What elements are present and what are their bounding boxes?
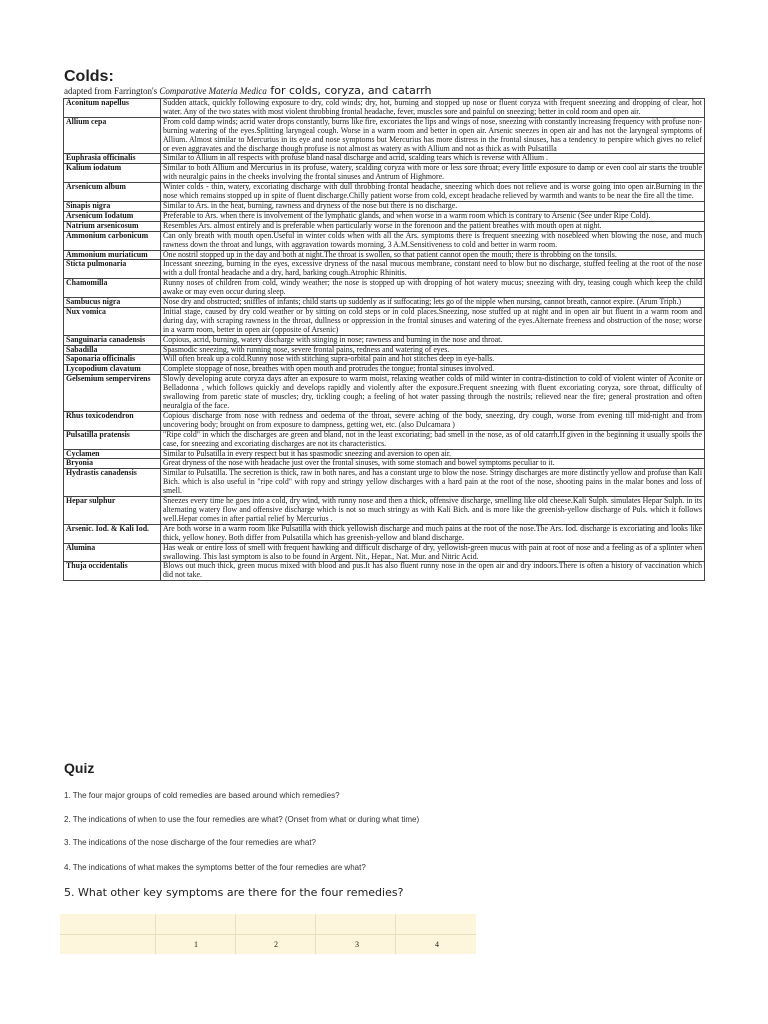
- remedy-description: Spasmodic sneezing, with running nose, severe frontal pains, redness and watering of eyes.: [161, 345, 705, 355]
- remedy-row: [64, 298, 705, 308]
- remedy-name: Sticta pulmonaria: [64, 260, 161, 279]
- quiz-question-2: 2. The indications of when to use the four remedies are what? (Onset from what or during what time): [64, 815, 420, 824]
- remedy-description: "Ripe cold" in which the discharges are green and bland, not in the least excoriating; bad smell in the nose, as of old catarrh.If given in the beginning it usually spoils the case, for sneezing and excoriating discharges are not its characteristics.: [161, 430, 705, 449]
- remedy-row: [64, 335, 705, 345]
- remedy-name: Saponaria officinalis: [64, 355, 161, 365]
- remedy-row: [64, 279, 705, 298]
- remedy-row: [64, 260, 705, 279]
- remedy-description: Has weak or entire loss of smell with frequent hawking and difficult discharge of dry, yellowish-green mucus with pain at root of nose and a feeling as of a splinter when swallowing. This last symptom is also to be found in Argent. Nit., Hepar., Nat. Mur. and Nitric Acid.: [161, 543, 705, 562]
- answer-grid-cell: [60, 934, 156, 954]
- remedy-name: Ammonium carbonicum: [64, 231, 161, 250]
- page-title: Colds:: [64, 68, 114, 85]
- subtitle-suffix: for colds, coryza, and catarrh: [266, 84, 432, 97]
- remedy-row: [64, 345, 705, 355]
- remedy-row: [64, 183, 705, 202]
- remedy-row: [64, 307, 705, 335]
- remedy-row: [64, 497, 705, 525]
- remedy-description: Complete stoppage of nose, breathes with open mouth and protrudes the tongue; frontal sinuses involved.: [161, 365, 705, 375]
- remedy-row: [64, 411, 705, 430]
- remedy-description: Will often break up a cold.Runny nose with stitching supra-orbital pain and hot stitches deep in eye-balls.: [161, 355, 705, 365]
- remedy-row: [64, 469, 705, 497]
- quiz-title: Quiz: [64, 760, 95, 776]
- remedy-row: [64, 154, 705, 164]
- answer-column-3: 3: [355, 940, 359, 949]
- remedy-description: Similar to Ars. in the heat, burning, rawness and dryness of the nose but there is no discharge.: [161, 201, 705, 211]
- remedy-name: Pulsatilla pratensis: [64, 430, 161, 449]
- remedy-name: Arsenic. Iod. & Kali Iod.: [64, 524, 161, 543]
- remedy-name: Gelsemium sempervirens: [64, 375, 161, 412]
- remedy-description: Sneezes every time he goes into a cold, dry wind, with runny nose and then a thick, offensive discharge, smelling like old cheese.Kali Sulph. simulates Hepar Sulph. in its alternating watery flow and offensive discharge which is not so much stringy as with Kali Bich. and is more like the greenish-yellow discharge of Puls. which it follows well.Hepar comes in after partial relief by Mercurius .: [161, 497, 705, 525]
- remedy-row: [64, 449, 705, 459]
- remedy-description: Nose dry and obstructed; sniffles of infants; child starts up suddenly as if suffocating; lets go of the nipple when nursing, cannot breath, cannot expire. (Arum Triph.): [161, 298, 705, 308]
- quiz-question-3: 3. The indications of the nose discharge of the four remedies are what?: [64, 838, 317, 847]
- answer-grid-cell: [316, 914, 396, 934]
- remedy-description: Similar to Pulsatilla. The secretion is thick, raw in both nares, and has a constant urge to blow the nose. Stringy discharges are more distinctly yellow and profuse than Kali Bich. which is also useful in "ripe cold" with ropy and stringy yellow discharges with a hard pain at the root of the nose, shooting pains in the malar bones and loss of smell.: [161, 469, 705, 497]
- remedy-description: Winter colds - thin, watery, excoriating discharge with dull throbbing frontal headache, sneezing which does not relieve and is worse going into open air.Burning in the nose which remains stopped up in spite of fluent discharge.Chilly patient worse from cold, except headache relieved by warmth and wants to be near the fire all the time.: [161, 183, 705, 202]
- answer-grid-row: [60, 914, 476, 935]
- answer-column-4: 4: [435, 940, 439, 949]
- remedy-description: From cold damp winds; acrid water drops constantly, burns like fire, excoriates the lips and wings of nose, sneezing with constantly increasing frequency with profuse non-burning watering of the eyes.Splitting laryngeal cough. Worse in a warm room and better in open air. Arsenic sneezes in open air and has not the laryngeal symptoms of Allium. Almost similar to Mercurius in its eye and nose symptoms but Mercurius has more distress in the frontal sinuses, has a tendency to perspire which gives no relief or even aggravates and the discharge though profuse is not almost as watery as with Allium and not as thick as with Pulsatilla: [161, 117, 705, 154]
- answer-grid-cell: [236, 914, 316, 934]
- remedy-description: Copious discharge from nose with redness and oedema of the throat, severe aching of the body, sneezing, dry cough, worse from evening till mid-night and from uncovering body; brought on from exposure to dampness, getting wet, etc. (also Dulcamara ): [161, 411, 705, 430]
- remedy-row: [64, 543, 705, 562]
- remedy-row: [64, 211, 705, 221]
- remedy-name: Rhus toxicodendron: [64, 411, 161, 430]
- remedy-name: Kalium iodatum: [64, 164, 161, 183]
- remedy-name: Hepar sulphur: [64, 497, 161, 525]
- remedy-description: Copious, acrid, burning, watery discharge with stinging in nose; rawness and burning in the nose and throat.: [161, 335, 705, 345]
- remedy-name: Ammonium muriaticum: [64, 250, 161, 260]
- remedy-description: Blows out much thick, green mucus mixed with blood and pus.It has also fluent runny nose in the open air and dry indoors.There is often a history of vaccination which did not take.: [161, 562, 705, 581]
- remedy-description: One nostril stopped up in the day and both at night.The throat is swollen, so that patient cannot open the mouth; there is throbbing on the tonsils.: [161, 250, 705, 260]
- quiz-question-1: 1. The four major groups of cold remedies are based around which remedies?: [64, 791, 340, 800]
- remedy-name: Hydrastis canadensis: [64, 469, 161, 497]
- remedies-table: [63, 98, 705, 581]
- remedy-description: Can only breath with mouth open.Useful in winter colds when with all the Ars. symptoms there is frequent sneezing with nosebleed when blowing the nose, and much rawness down the throat and lungs, with aggravation towards morning, 3 A.M.Sensitiveness to cold and better in warm room.: [161, 231, 705, 250]
- page-subtitle: [64, 84, 431, 97]
- remedy-row: [64, 524, 705, 543]
- remedy-name: Nux vomica: [64, 307, 161, 335]
- subtitle-prefix: adapted from Farrington's: [64, 86, 160, 96]
- remedy-row: [64, 375, 705, 412]
- remedy-name: Thuja occidentalis: [64, 562, 161, 581]
- remedy-description: Runny noses of children from cold, windy weather; the nose is stopped up with dropping of hot watery mucus; sneezing with dry, teasing cough which keep the child awake or may even occur during sleep.: [161, 279, 705, 298]
- remedy-name: Sambucus nigra: [64, 298, 161, 308]
- quiz-question-5: 5. What other key symptoms are there for the four remedies?: [64, 886, 404, 899]
- remedy-description: Great dryness of the nose with headache just over the frontal sinuses, with some stomach and bowel symptoms peculiar to it.: [161, 459, 705, 469]
- remedy-name: Natrium arsenicosum: [64, 221, 161, 231]
- remedy-row: [64, 99, 705, 118]
- answer-column-2: 2: [274, 940, 278, 949]
- remedy-description: Resembles Ars. almost entirely and is preferable when particularly worse in the forenoon and the patient breathes with mouth open at night.: [161, 221, 705, 231]
- remedy-row: [64, 430, 705, 449]
- remedy-name: Arsenicum album: [64, 183, 161, 202]
- remedy-row: [64, 221, 705, 231]
- quiz-question-4: 4. The indications of what makes the symptoms better of the four remedies are what?: [64, 863, 366, 872]
- remedy-description: Similar to both Allium and Mercurius in its profuse, watery, scalding coryza with more or less sore throat; every little exposure to damp or even cool air starts the trouble with neuralgic pains in the cheeks involving the frontal sinuses and Antrum of Highmore.: [161, 164, 705, 183]
- remedy-row: [64, 231, 705, 250]
- remedy-name: Lycopodium clavatum: [64, 365, 161, 375]
- remedy-description: Are both worse in a warm room like Pulsatilla with thick yellowish discharge and much pains at the root of the nose.The Ars. Iod. discharge is excoriating and looks like thick, yellow honey. Both differ from Pulsatilla which has greenish-yellow and bland discharge.: [161, 524, 705, 543]
- remedy-name: Sinapis nigra: [64, 201, 161, 211]
- remedy-row: [64, 562, 705, 581]
- remedy-name: Sanguinaria canadensis: [64, 335, 161, 345]
- answer-column-1: 1: [194, 940, 198, 949]
- remedy-name: Aconitum napellus: [64, 99, 161, 118]
- answer-grid: [60, 914, 476, 954]
- remedy-row: [64, 365, 705, 375]
- remedy-name: Allium cepa: [64, 117, 161, 154]
- remedy-description: Incessant sneezing, burning in the eyes, excessive dryness of the nasal mucous membrane, constant need to blow but no discharge, stuffed feeling at the root of the nose with a dull frontal headache and a dry, hard, barking cough.Atrophic Rhinitis.: [161, 260, 705, 279]
- remedy-name: Cyclamen: [64, 449, 161, 459]
- remedy-description: Similar to Pulsatilla in every respect but it has spasmodic sneezing and aversion to open air.: [161, 449, 705, 459]
- remedy-row: [64, 355, 705, 365]
- remedy-row: [64, 201, 705, 211]
- remedy-description: Initial stage, caused by dry cold weather or by sitting on cold steps or in cold places.Sneezing, nose stuffed up at night and in open air but fluent in a warm room and during day, with scraping rawness in the throat, dullness or oppression in the frontal sinuses and watering of the eyes.Alternate freeness and obstruction of the nose; worse in a warm room, better in open air (opposite of Arsenic): [161, 307, 705, 335]
- remedy-name: Chamomilla: [64, 279, 161, 298]
- remedy-row: [64, 117, 705, 154]
- remedy-name: Arsenicum Iodatum: [64, 211, 161, 221]
- remedy-row: [64, 250, 705, 260]
- remedy-description: Preferable to Ars. when there is involvement of the lymphatic glands, and when worse in a warm room which is contrary to Arsenic (See under Ripe Cold).: [161, 211, 705, 221]
- remedy-name: Bryonia: [64, 459, 161, 469]
- answer-grid-cell: [156, 914, 236, 934]
- remedy-name: Euphrasia officinalis: [64, 154, 161, 164]
- remedy-description: Slowly developing acute coryza days after an exposure to warm moist, relaxing weather colds of mild winter in contra-distinction to cold of violent winter of Aconite or Belladonna , which follows quickly and develops rapidly and violently after the exposure.Frequent sneezing with fluent excoriating coryza, sore throat, difficulty of swallowing from paretic state of muscles; dry, tickling cough; a feeling of hot water passing through the nostrils; relieved near the fire; general prostration and often neuralgia of the face.: [161, 375, 705, 412]
- subtitle-book: Comparative Materia Medica: [159, 86, 267, 96]
- remedy-name: Sabadilla: [64, 345, 161, 355]
- remedy-row: [64, 459, 705, 469]
- remedy-row: [64, 164, 705, 183]
- answer-grid-cell: [60, 914, 156, 934]
- remedy-description: Similar to Allium in all respects with profuse bland nasal discharge and acrid, scalding tears which is reverse with Allium .: [161, 154, 705, 164]
- remedy-name: Alumina: [64, 543, 161, 562]
- remedy-description: Sudden attack, quickly following exposure to dry, cold winds; dry, hot, burning and stopped up nose or fluent coryza with frequent sneezing and dropping of clear, hot water. Any of the two states with most violent throbbing frontal headache, fever, muscles sore and painful on sneezing; better in cold room and open air.: [161, 99, 705, 118]
